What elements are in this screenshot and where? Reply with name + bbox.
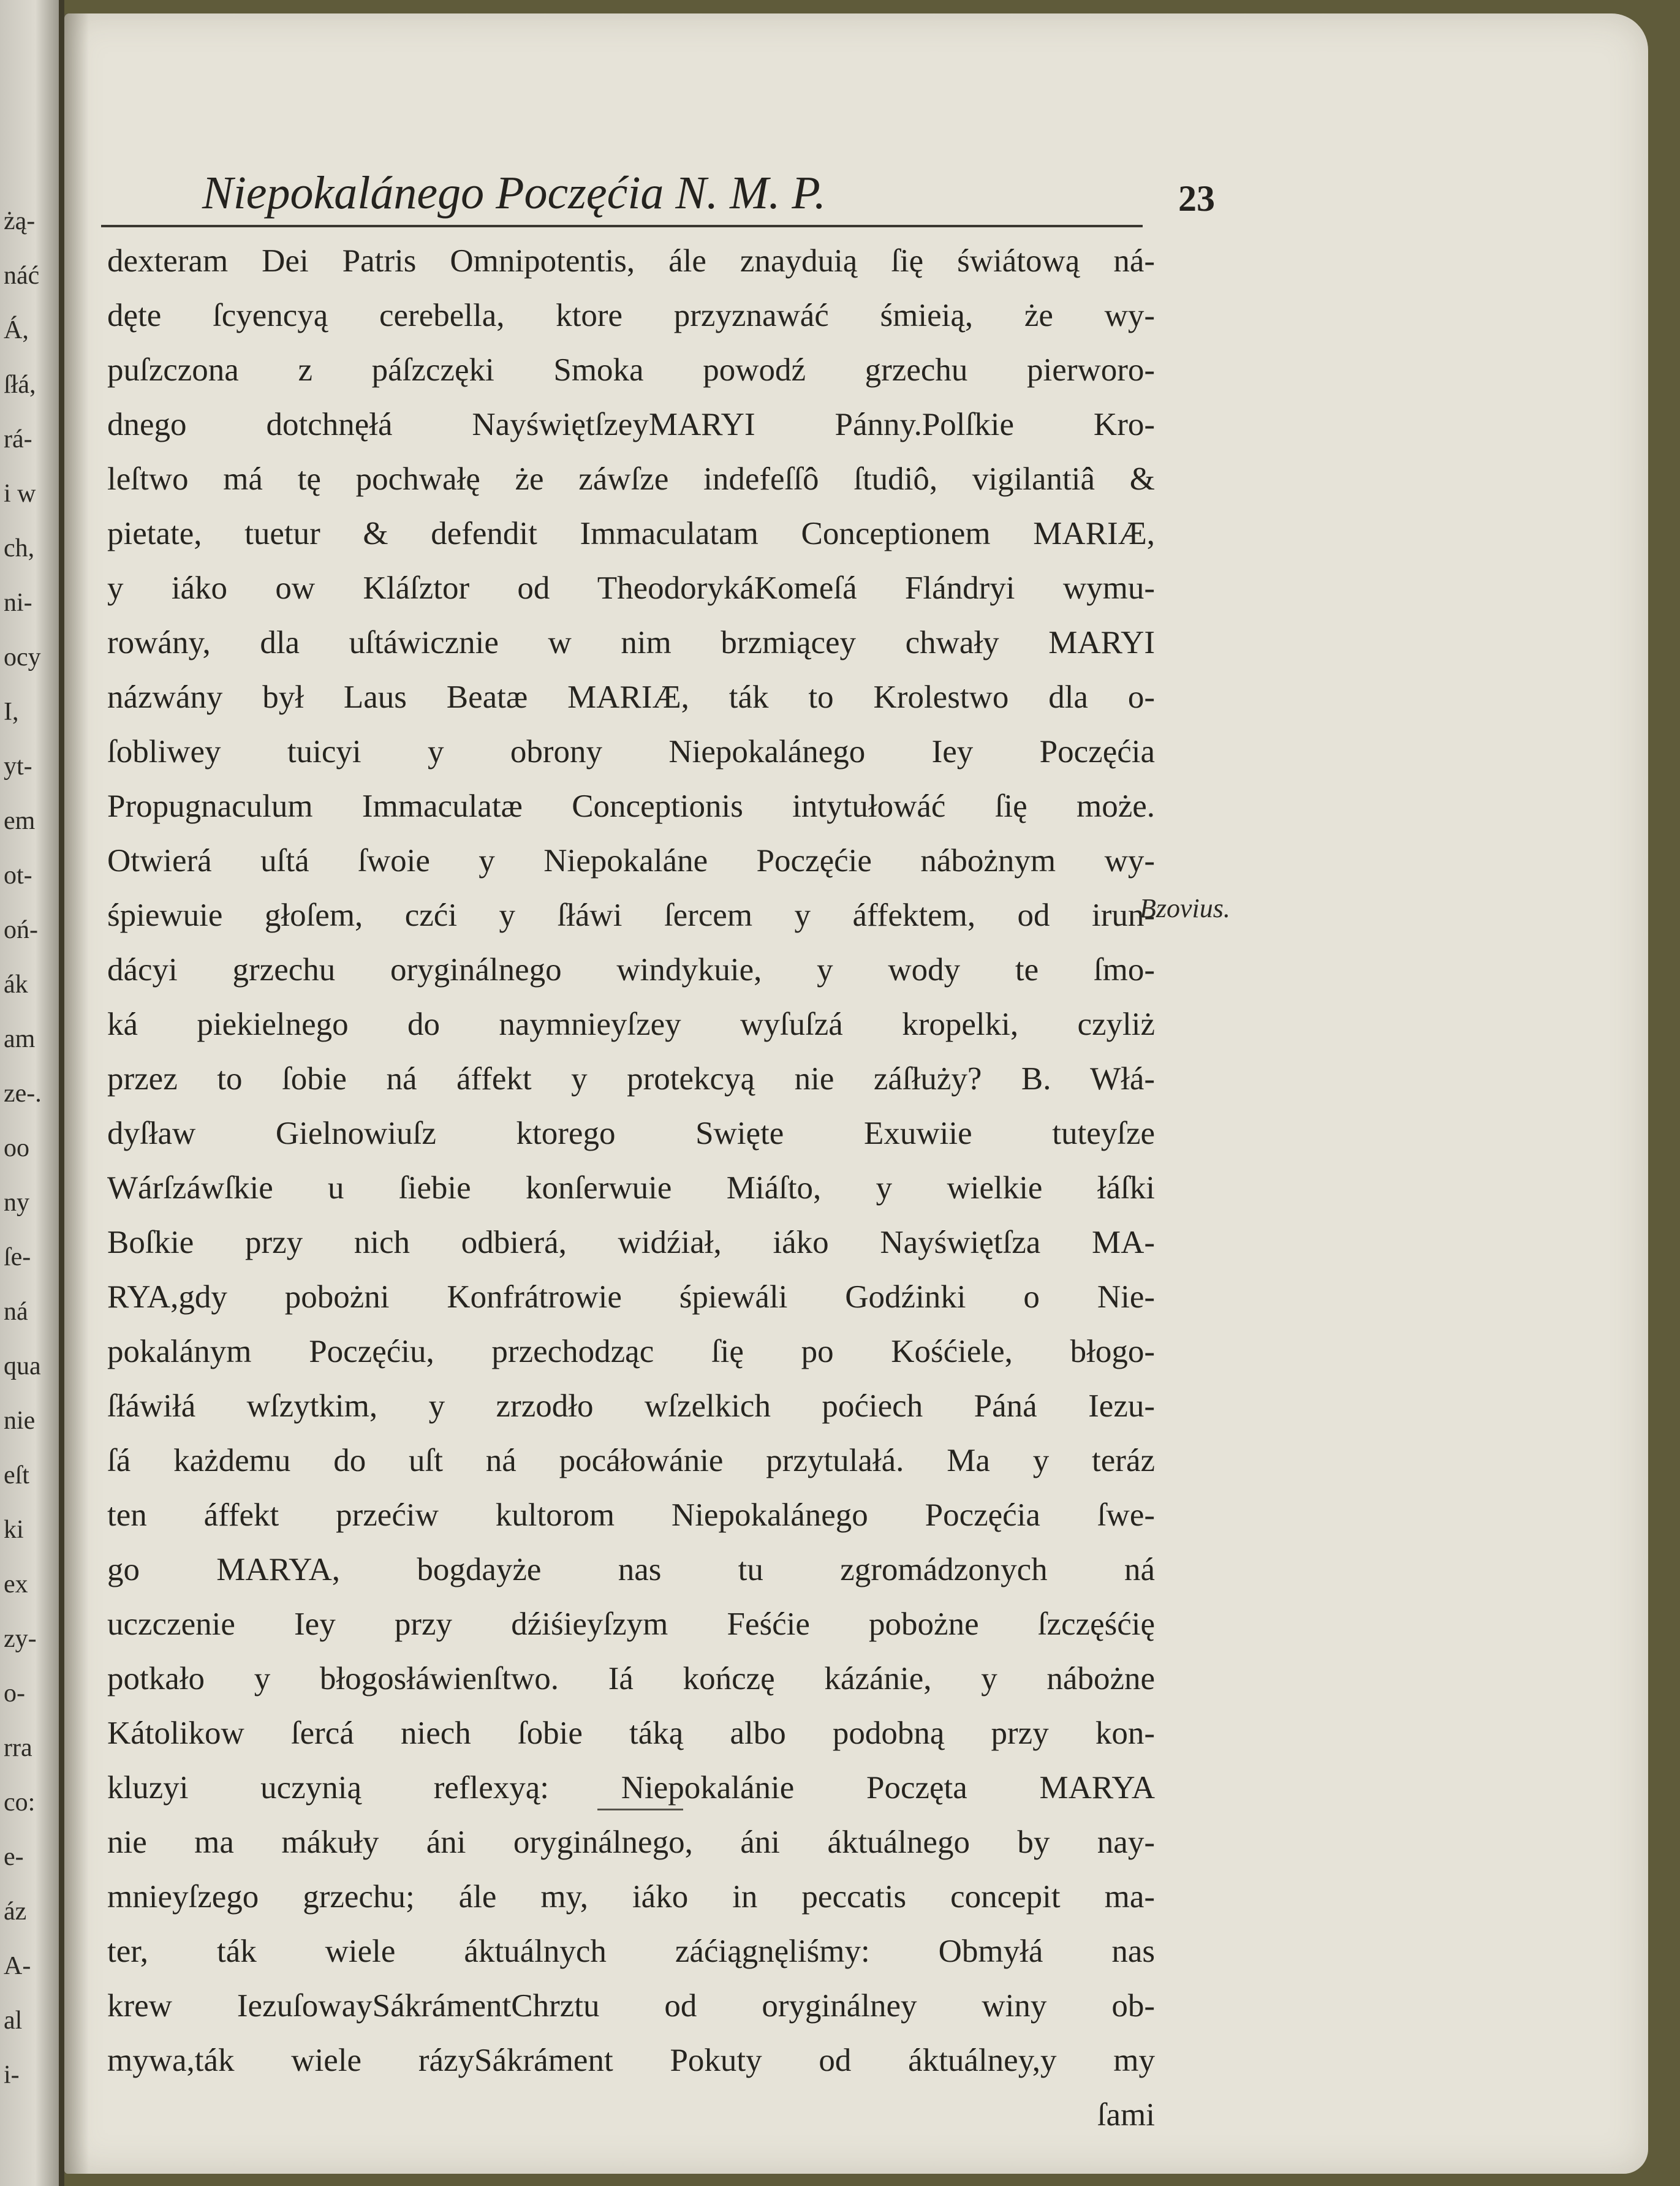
previous-page-fragment: oo xyxy=(4,1134,29,1162)
previous-page-fragment: al xyxy=(4,2006,23,2035)
running-head: Niepokalánego Poczęćia N. M. P. xyxy=(202,167,827,219)
previous-page-fragment: ák xyxy=(4,970,28,999)
text-line: dęte ſcyencyą cerebella, ktore przyznawáć śmieią, że wy- xyxy=(107,298,1155,333)
text-line: ſobliwey tuicyi y obrony Niepokalánego Iey Poczęćia xyxy=(107,734,1155,770)
text-line: rowány, dla uſtáwicznie w nim brzmiącey chwały MARYI xyxy=(107,625,1155,660)
text-line: mnieyſzego grzechu; ále my, iáko in peccatis concepit ma- xyxy=(107,1879,1155,1915)
text-line: nie ma mákuły áni oryginálnego, áni áktuálnego by nay- xyxy=(107,1825,1155,1860)
text-line: ſá każdemu do uſt ná pocáłowánie przytulałá. Ma y teráz xyxy=(107,1443,1155,1478)
text-line: dyſław Gielnowiuſz ktorego Swięte Exuwiie tuteyſze xyxy=(107,1116,1155,1151)
text-line: ſłáwiłá wſzytkim, y zrzodło wſzelkich poćiech Páná Iezu- xyxy=(107,1388,1155,1424)
previous-page-fragment: yt- xyxy=(4,752,32,781)
text-line: pokalánym Poczęćiu, przechodząc ſię po Kośćiele, błogo- xyxy=(107,1334,1155,1369)
page-number: 23 xyxy=(1178,178,1215,219)
previous-page-fragment: i w xyxy=(4,480,36,508)
previous-page-fragment: ch, xyxy=(4,534,35,562)
previous-page-fragment: nie xyxy=(4,1407,36,1435)
text-line: ten áffekt przećiw kultorom Niepokalánego Poczęćia ſwe- xyxy=(107,1497,1155,1533)
text-line: názwány był Laus Beatæ MARIÆ, ták to Krolestwo dla o- xyxy=(107,679,1155,715)
text-line: Propugnaculum Immaculatæ Conceptionis intytułowáć ſię może. xyxy=(107,789,1155,824)
previous-page-fragment: A- xyxy=(4,1952,31,1980)
text-line: dácyi grzechu oryginálnego windykuie, y wody te ſmo- xyxy=(107,952,1155,988)
text-line: pietate, tuetur & defendit Immaculatam Conceptionem MARIÆ, xyxy=(107,516,1155,551)
previous-page-fragment: ná xyxy=(4,1298,28,1326)
previous-page-fragment: eſt xyxy=(4,1461,29,1489)
previous-page-fragment: o- xyxy=(4,1679,25,1708)
text-line: śpiewuie głoſem, czći y ſłáwi ſercem y áffektem, od irun- xyxy=(107,898,1155,933)
text-line: ká piekielnego do naymnieyſzey wyſuſzá kropelki, czyliż xyxy=(107,1007,1155,1042)
book-page xyxy=(64,13,1648,2174)
previous-page-fragment: ſłá, xyxy=(4,371,36,399)
text-line: przez to ſobie ná áffekt y protekcyą nie záſłuży? B. Włá- xyxy=(107,1061,1155,1097)
text-line: ſami xyxy=(1097,2097,1155,2133)
text-line: y iáko ow Kláſztor od TheodorykáKomeſá Flándryi wymu- xyxy=(107,570,1155,606)
text-line: Otwierá uſtá ſwoie y Niepokaláne Poczęćie nábożnym wy- xyxy=(107,843,1155,879)
text-line: Wárſzáwſkie u ſiebie konſerwuie Miáſto, y wielkie łáſki xyxy=(107,1170,1155,1206)
previous-page-fragment: am xyxy=(4,1025,36,1053)
margin-note: Bzovius. xyxy=(1140,893,1230,923)
previous-page-fragment: zy- xyxy=(4,1625,37,1653)
previous-page-fragment: ſe- xyxy=(4,1243,31,1271)
text-line: leſtwo má tę pochwałę że záwſze indefeſſô ſtudiô, vigilantiâ & xyxy=(107,461,1155,497)
header-rule xyxy=(101,225,1143,227)
text-line: ter, ták wiele áktuálnych záćiągnęliśmy: Obmyłá nas xyxy=(107,1934,1155,1969)
previous-page-fragment: ki xyxy=(4,1516,24,1544)
text-line: puſzczona z páſzczęki Smoka powodź grzechu pierworo- xyxy=(107,352,1155,388)
previous-page-fragment: e- xyxy=(4,1843,24,1871)
text-line: uczczenie Iey przy dźiśieyſzym Feśćie pobożne ſzczęśćię xyxy=(107,1606,1155,1642)
previous-page-fragment: I, xyxy=(4,698,19,726)
body-text xyxy=(107,234,1155,2143)
previous-page-fragment: ex xyxy=(4,1570,28,1598)
previous-page-fragment: ot- xyxy=(4,861,32,890)
page-binding-shadow xyxy=(64,13,89,2174)
previous-page-fragment: oń- xyxy=(4,916,38,944)
text-line: kluzyi uczynią reflexyą: Niepokalánie Poczęta MARYA xyxy=(107,1770,1155,1806)
previous-page-fragment: i- xyxy=(4,2061,20,2089)
previous-page-fragment: rá- xyxy=(4,425,32,453)
text-line: Kátolikow ſercá niech ſobie táką albo podobną przy kon- xyxy=(107,1715,1155,1751)
text-line: krew IezuſowaySákrámentChrztu od oryginálney winy ob- xyxy=(107,1988,1155,2024)
previous-page-fragment: ocy xyxy=(4,643,41,671)
ornament-rule xyxy=(597,1809,683,1810)
text-line: potkało y błogosłáwienſtwo. Iá kończę kázánie, y nábożne xyxy=(107,1661,1155,1696)
text-line: RYA,gdy pobożni Konfrátrowie śpiewáli Godźinki o Nie- xyxy=(107,1279,1155,1315)
text-line: Boſkie przy nich odbierá, widźiał, iáko Nayświętſza MA- xyxy=(107,1225,1155,1260)
previous-page-fragment: áz xyxy=(4,1897,27,1926)
previous-page-fragment: náć xyxy=(4,262,40,290)
previous-page-fragment: Á, xyxy=(4,316,29,344)
previous-page-fragment: ze-. xyxy=(4,1080,42,1108)
text-line: mywa,ták wiele rázySákráment Pokuty od áktuálney,y my xyxy=(107,2043,1155,2078)
previous-page-strip xyxy=(0,0,64,2186)
previous-page-fragment: co: xyxy=(4,1788,36,1817)
previous-page-fragment: qua xyxy=(4,1352,41,1380)
previous-page-fragment: rra xyxy=(4,1734,32,1762)
text-line: dnego dotchnęłá NayświętſzeyMARYI Pánny.Polſkie Kro- xyxy=(107,407,1155,442)
previous-page-fragment: em xyxy=(4,807,36,835)
previous-page-fragment: żą- xyxy=(4,207,36,235)
text-line: go MARYA, bogdayże nas tu zgromádzonych ná xyxy=(107,1552,1155,1587)
previous-page-fragment: ni- xyxy=(4,589,32,617)
previous-page-fragment: ny xyxy=(4,1189,29,1217)
text-line: dexteram Dei Patris Omnipotentis, ále znayduią ſię świátową ná- xyxy=(107,243,1155,279)
